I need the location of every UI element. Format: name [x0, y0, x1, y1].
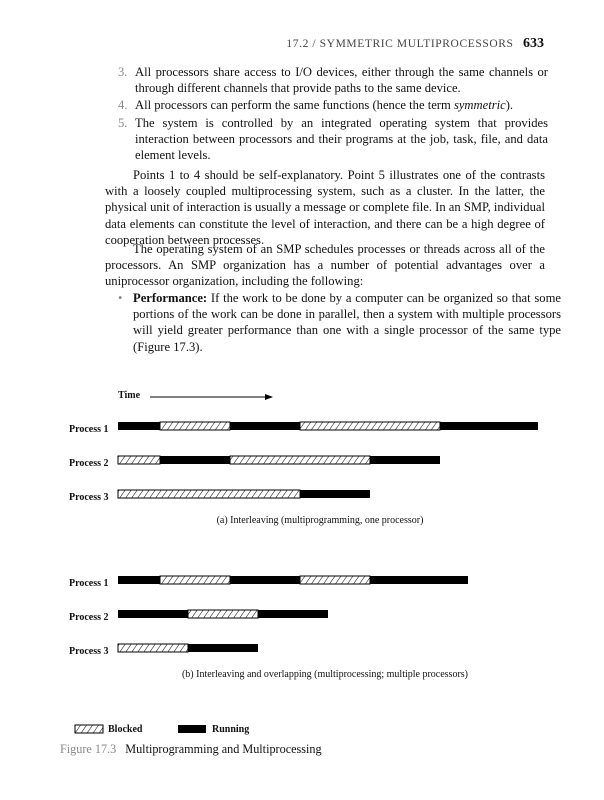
list-text: All processors share access to I/O devices, either through the same channels or through different channels that provide paths to the same device.: [135, 65, 548, 96]
list-number: 3.: [118, 65, 128, 79]
panel-a-process-3-blocked-segment: [118, 490, 300, 498]
panel-a-process-1-running-segment: [118, 422, 160, 430]
panel-a-process-3-running-segment: [300, 490, 370, 498]
panel-b-process-1-blocked-segment: [160, 576, 230, 584]
panel-a-process-2-running-segment: [370, 456, 440, 464]
list-text-end: ).: [505, 98, 514, 113]
panel-a-process-1-running-segment: [230, 422, 300, 430]
panel-b-process-2-running-segment: [258, 610, 328, 618]
panel-a-process-1-running-segment: [440, 422, 538, 430]
page-number: 633: [523, 36, 544, 51]
panel-b-process-1-running-segment: [230, 576, 300, 584]
figure-number: Figure 17.3: [60, 742, 117, 756]
list-text: All processors can perform the same functions (hence the term: [135, 98, 454, 113]
time-label: Time: [118, 390, 141, 401]
bullet-dot: •: [118, 291, 123, 305]
caption-a: (a) Interleaving (multiprogramming, one processor): [216, 515, 424, 526]
header-section: 17.2 / SYMMETRIC MULTIPROCESSORS: [286, 38, 514, 50]
process-label: Process 3: [69, 492, 109, 503]
panel-b-process-1-running-segment: [118, 576, 160, 584]
list-text: The system is controlled by an integrated operating system that provides interaction between processors and their programs at the job, task, file, and data element levels.: [135, 115, 548, 163]
legend-running-swatch: [178, 725, 206, 733]
panel-b-process-2-running-segment: [118, 610, 188, 618]
bullet-text: If the work to be done by a computer can be organized so that some portions of the work can be done in parallel, then a system with multiple processors will yield greater performance than one with a single processor of the same type (Figure 17.3).: [133, 291, 561, 354]
panel-b-process-3-running-segment: [188, 644, 258, 652]
list-number: 5.: [118, 115, 128, 130]
panel-a-process-2-running-segment: [160, 456, 230, 464]
legend-blocked: Blocked: [108, 724, 143, 735]
legend-blocked-swatch: [75, 725, 103, 733]
bullet-term: Performance:: [133, 291, 208, 305]
panel-b-process-1-blocked-segment: [300, 576, 370, 584]
process-label: Process 1: [69, 578, 109, 589]
figure-title: Multiprogramming and Multiprocessing: [125, 742, 322, 756]
process-label: Process 1: [69, 424, 109, 435]
panel-a-process-2-blocked-segment: [118, 456, 160, 464]
panel-a-process-2-blocked-segment: [230, 456, 370, 464]
body-paragraph: The operating system of an SMP schedules processes or threads across all of the processors. An SMP organization has a number of potential advantages over a uniprocessor organization, including the following:: [105, 242, 545, 289]
panel-b-process-3-blocked-segment: [118, 644, 188, 652]
process-label: Process 3: [69, 646, 109, 657]
panel-a-process-1-blocked-segment: [300, 422, 440, 430]
list-number: 4.: [118, 98, 128, 113]
process-label: Process 2: [69, 458, 109, 469]
panel-b-process-2-blocked-segment: [188, 610, 258, 618]
panel-b-process-1-running-segment: [370, 576, 468, 584]
list-italic-term: symmetric: [453, 98, 506, 113]
legend-running: Running: [212, 724, 250, 735]
body-paragraph: Points 1 to 4 should be self-explanatory. Point 5 illustrates one of the contrasts with a loosely coupled multiprocessing system, such as a cluster. In the latter, the physical unit of interaction is usually a message or complete file. In an SMP, individual data elements can constitute the level of interaction, and there can be a high degree of cooperation between processes.: [105, 168, 545, 247]
caption-b: (b) Interleaving and overlapping (multiprocessing; multiple processors): [181, 669, 469, 680]
figure-caption: [60, 742, 322, 757]
process-label: Process 2: [69, 612, 109, 623]
panel-a-process-1-blocked-segment: [160, 422, 230, 430]
